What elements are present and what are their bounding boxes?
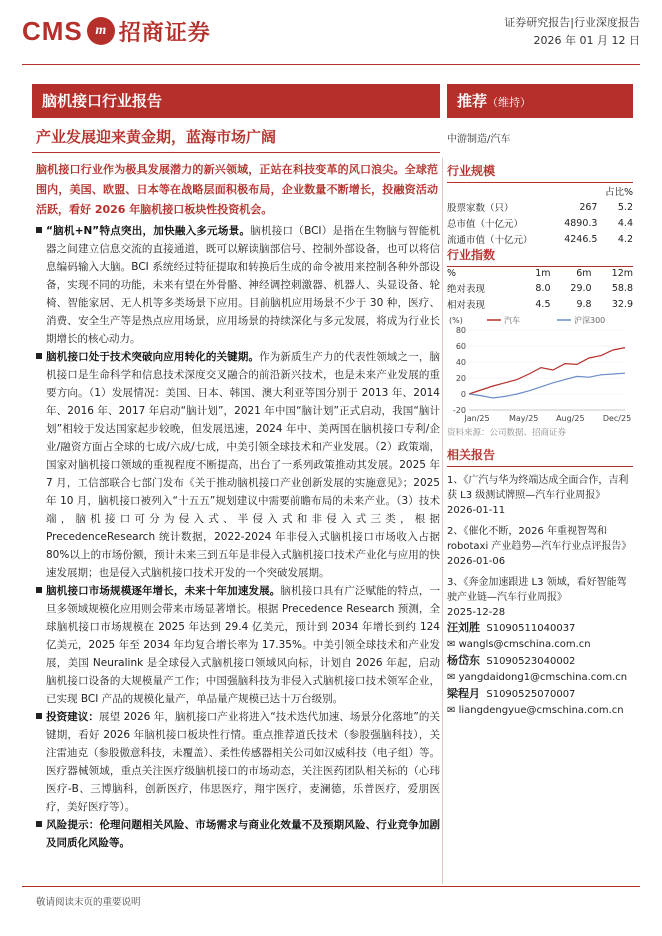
bullet-square-icon [36,353,42,359]
related-report-item[interactable] [447,575,633,620]
header-divider [22,64,640,65]
summary-paragraph: 脑机接口行业作为极具发展潜力的新兴领域，正站在科技变革的风口浪尖。全球范围内，美国、欧盟、日本等在战略层面积极布局，企业数量不断增长，投融资活动活跃，看好 2026 年脑机接口板块性投资机会。 [36,163,438,216]
row-value: 58.8 [611,282,633,294]
chart-ytick-label: -20 [452,406,466,415]
bullet-square-icon [36,227,42,233]
report-subtitle: 产业发展迎来黄金期，蓝海市场广阔 [36,128,277,146]
report-title-bar: 脑机接口行业报告 [32,84,440,118]
rating-bar [447,84,633,118]
analyst-name: 梁程月 [447,687,480,700]
industry-index-title: 行业指数 [447,244,633,267]
index-line-chart [447,314,633,426]
industry-scale-table [447,183,633,247]
analyst-name: 杨岱东 [447,654,480,667]
related-report-title[interactable]: 3、《奔金加速跟进 L3 领域，看好智能驾驶产业链—汽车行业周报》 [447,577,627,603]
table-row [447,280,633,296]
chart-unit-label: (%) [449,316,463,325]
analyst-id: S1090523040002 [486,656,576,667]
report-date: 2026 年 01 月 12 日 [533,34,640,47]
chart-xtick-label: Dec/25 [602,414,632,423]
row-value: 4890.3 [564,217,598,229]
analyst-list [447,620,633,719]
analyst-entry [447,686,633,703]
related-report-item[interactable] [447,524,633,569]
paragraph-text: 脑机接口（BCI）是指在生物脑与智能机器之间建立信息交流的直接通道，既可以解读脑部信号、控制外部设备，也可以将信息编码输入大脑。BCI 系统经过特征提取和转换后生成的命令被用来控制各种外部设备，实现不同的功能，未来有望在外骨骼、神经调控刺激器、机器人、头显设备、轮椅、智能家居、无人机等多类场景下应用。目前脑机应用场景不少于 30 种，医疗、消费、安全生产等是热点应用场景，应用场景的持续深化与多元发展，将成为行业长期增长的核心动力。 [46,225,440,345]
report-body [36,222,440,852]
industry-scale-section [447,160,633,247]
body-paragraph [36,816,440,852]
related-reports-title: 相关报告 [447,444,633,467]
paragraph-text: 展望 2026 年，脑机接口产业将进入“技术迭代加速、场景分化落地”的关键期，看好 2026 年脑机接口板块性行情。重点推荐道氏技术（参股强脑科技），关注雷迪克（参股傲意科技，未覆盖）、柔性传感器相关公司如汉威科技（电子组）等。医疗器械领域，重点关注医疗级脑机接口的市场动态，关注医药团队相关标的（心玮医疗-B、三博脑科，创新医疗，伟思医疗，翔宇医疗，麦澜德，乐普医疗，爱朋医疗，美好医疗等）。 [46,711,441,813]
row-value: 267 [579,201,598,213]
column-divider [442,158,443,884]
pct-header: 占比% [604,187,633,198]
analyst-email-text[interactable]: liangdengyue@cmschina.com.cn [458,705,624,716]
chart-ytick-label: 80 [455,326,466,335]
row-label: 绝对表现 [447,284,486,295]
logo-text-en: CMS [22,15,83,46]
analyst-email[interactable]: ✉ wangls@cmschina.com.cn [447,639,591,650]
row-pct: 4.2 [617,233,633,245]
analyst-email-text[interactable]: wangls@cmschina.com.cn [458,639,591,650]
industry-index-section [447,244,633,312]
chart-xtick-label: Jan/25 [464,414,490,423]
analyst-email[interactable]: ✉ liangdengyue@cmschina.com.cn [447,705,624,716]
analyst-entry [447,620,633,637]
index-chart [447,314,633,436]
row-value: 4.5 [535,298,551,310]
sector-label: 中游制造/汽车 [447,134,511,145]
row-pct: 5.2 [617,201,633,213]
logo-badge-icon: m [87,17,115,45]
body-paragraph [36,582,440,708]
table-row [447,296,633,312]
related-report-date: 2026-01-06 [447,556,506,567]
chart-legend-label: 沪深300 [574,316,606,325]
table-row [447,215,633,231]
row-label: 股票家数（只） [447,203,514,214]
analyst-id: S1090525070007 [486,689,576,700]
related-report-item[interactable] [447,473,633,518]
row-value: 29.0 [570,282,592,294]
row-value: 32.9 [611,298,633,310]
row-label: 流通市值（十亿元） [447,235,533,246]
col-header: 12m [611,268,633,279]
table-row [447,199,633,215]
row-value: 4246.5 [564,233,598,245]
paragraph-lead: 风险提示：伦理问题相关风险、市场需求与商业化效量不及预期风险、行业竞争加剧及同质化风险等。 [46,819,440,849]
subtitle-divider [32,152,440,153]
body-paragraph [36,708,440,816]
footer-divider [22,886,640,887]
analyst-email[interactable]: ✉ yangdaidong1@cmschina.com.cn [447,672,628,683]
row-value: 9.8 [576,298,592,310]
paragraph-lead: 脑机接口处于技术突破向应用转化的关键期。 [46,351,260,363]
col-header: % [447,268,457,279]
rating-note: （维持） [487,96,532,109]
doc-type: 证券研究报告|行业深度报告 [504,16,640,29]
chart-xtick-label: Aug/25 [556,414,585,423]
chart-xtick-label: May/25 [508,414,539,423]
analyst-email-text[interactable]: yangdaidong1@cmschina.com.cn [458,672,628,683]
bullet-square-icon [36,821,42,827]
col-header: 1m [535,268,551,279]
row-pct: 4.4 [617,217,633,229]
analyst-name: 汪刘胜 [447,621,480,634]
row-value: 8.0 [535,282,551,294]
company-logo [22,14,211,48]
row-label: 总市值（十亿元） [447,219,524,230]
industry-scale-title: 行业规模 [447,160,633,183]
chart-source: 资料来源：公司数据、招商证券 [447,428,567,438]
paragraph-lead: 投资建议： [46,711,100,723]
chart-ytick-label: 20 [455,374,466,383]
col-header: 6m [576,268,592,279]
footer-note: 敬请阅读末页的重要说明 [36,897,141,908]
paragraph-lead: 脑机接口市场规模逐年增长，未来十年加速发展。 [46,585,281,597]
related-report-title[interactable]: 1、《广汽与华为终端达成全面合作，吉利获 L3 级测试牌照—汽车行业周报》 [447,475,629,501]
industry-index-table [447,267,633,312]
analyst-entry [447,653,633,670]
chart-legend-label: 汽车 [504,316,520,325]
related-report-title[interactable]: 2、《催化不断，2026 年重视智驾和 robotaxi 产业趋势—汽车行业点评报告》 [447,526,632,552]
bullet-square-icon [36,713,42,719]
chart-ytick-label: 40 [455,358,466,367]
logo-text-cn: 招商证券 [118,20,211,46]
body-paragraph [36,222,440,348]
row-label: 相对表现 [447,300,486,311]
chart-series-line [469,348,625,394]
related-report-date: 2025-12-28 [447,607,506,618]
paragraph-text: 作为新质生产力的代表性领域之一，脑机接口是生命科学和信息技术深度交叉融合的前沿新兴技术，也是未来产业发展的重要方向。（1）发展情况：美国、日本、韩国、澳大利亚等国分别于 2013 年、2014 年、2016 年、2017 年启动“脑计划”，2021 年中国“脑计划”正式启动，我国“脑计划”相较于发达国家起步较晚，但发展迅速，2024 年中、美两国在脑机接口专利/企业/融资方面占全球的七成/六成/七成，中美引领全球技术和产业发展。（2）政策端，国家对脑机接口领域的重视程度不断提高，出台了一系列政策推动其发展。2025 年 7 月，工信部联合七部门发布《关于推动脑机接口产业创新发展的实施意见》；2025 年 10 月，脑机接口被列入“十五五”规划建议中需要前瞻布局的未来产业。（3）技术端，脑机接口可分为侵入式、半侵入式和非侵入式三类，根据 PrecedenceResearch 统计数据，2022-2024 年非侵入式脑机接口市场收入占据 80%以上的市场份额，预计未来三到五年是非侵入式脑机接口技术产业化与应用的快速发展期；也是侵入式脑机接口技术开发的一个突破发展期。 [46,351,441,579]
related-report-date: 2026-01-11 [447,505,506,516]
body-paragraph [36,348,440,582]
related-reports-section [447,444,633,620]
paragraph-lead: “脑机+N”特点突出，加快融入多元场景。 [46,225,251,237]
analyst-id: S1090511040037 [486,623,576,634]
paragraph-text: 脑机接口具有广泛赋能的特点，一旦多领域规模化应用则会带来市场显著增长。根据 Precedence Research 预测，全球脑机接口市场规模在 2025 年达到 29.4 亿美元，预计到 2034 年增长到约 124 亿美元，2025 年至 2034 年均复合增长率为 17.35%。中美引领全球技术和产业发展，美国 Neuralink 是全球侵入式脑机接口领域风向标，计划自 2026 年起，启动脑机接口设备的大规模量产工作；中国强脑科技为非侵入式脑机接口技术领军企业，已实现 BCI 产品的规模化量产，单品量产规模已达十万台级别。 [46,585,441,705]
chart-ytick-label: 0 [460,390,466,399]
header-meta [504,14,640,50]
bullet-square-icon [36,587,42,593]
rating-label: 推荐 [457,92,488,110]
chart-ytick-label: 60 [455,342,466,351]
